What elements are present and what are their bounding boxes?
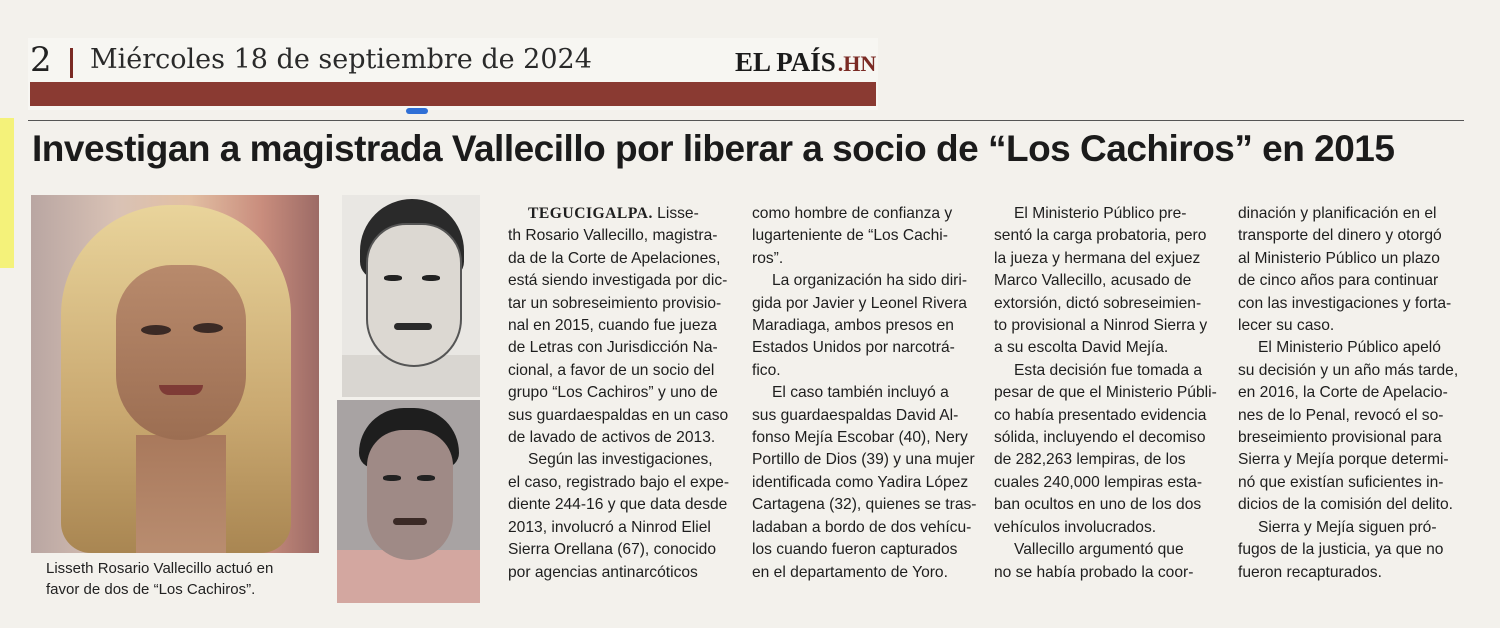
article-headline: Investigan a magistrada Vallecillo por liberar a socio de “Los Cachiros” en 2015 <box>32 128 1395 169</box>
article-line: TEGUCIGALPA. Lisse- <box>528 205 699 222</box>
mugshot-face <box>366 223 462 367</box>
article-column-3 <box>994 203 1220 584</box>
mugshot-eye <box>383 475 401 481</box>
mugshot-eye <box>422 275 440 281</box>
article-line: Cartagena (32), quienes se tras- <box>752 496 977 514</box>
portrait-photo-woman <box>31 195 319 553</box>
article-dateline: TEGUCIGALPA. <box>528 205 653 222</box>
article-line: su decisión y un año más tarde, <box>1238 361 1459 379</box>
article-line: sentó la carga probatoria, pero <box>994 227 1207 245</box>
article-line: con las investigaciones y forta- <box>1238 294 1452 312</box>
article-line: como hombre de confianza y <box>752 205 953 222</box>
masthead-logo <box>735 47 876 78</box>
article-line: vehículos involucrados. <box>994 518 1157 536</box>
article-line: to provisional a Ninrod Sierra y <box>994 317 1208 335</box>
headline-rule <box>28 120 1464 121</box>
article-line: 2013, involucró a Ninrod Eliel <box>508 518 711 536</box>
article-line: Según las investigaciones, <box>528 451 713 469</box>
article-line: Marco Vallecillo, acusado de <box>994 272 1192 290</box>
article-line: El caso también incluyó a <box>772 384 949 402</box>
mugshot-mustache <box>393 518 427 525</box>
article-line: ban ocultos en uno de los dos <box>994 496 1202 514</box>
photo-caption-line: Lisseth Rosario Vallecillo actuó en <box>46 560 274 577</box>
article-line: breseimiento provisional para <box>1238 429 1442 447</box>
article-line: da de la Corte de Apelaciones, <box>508 249 721 267</box>
article-line: Sierra Orellana (67), conocido <box>508 541 717 559</box>
article-line: Sierra y Mejía siguen pró- <box>1258 518 1437 536</box>
article-line: transporte del dinero y otorgó <box>1238 227 1442 245</box>
article-line: fugos de la justicia, ya que no <box>1238 541 1444 559</box>
article-line: co había presentado evidencia <box>994 406 1207 424</box>
article-line: fonso Mejía Escobar (40), Nery <box>752 429 968 447</box>
photo-neck <box>136 435 226 553</box>
article-column-1 <box>508 203 734 584</box>
mugshot-face <box>367 430 453 560</box>
article-line: La organización ha sido diri- <box>772 272 968 290</box>
article-line: está siendo investigada por dic- <box>508 272 728 290</box>
photo-eye-left <box>141 325 171 335</box>
article-line: cuales 240,000 lempiras esta- <box>994 473 1203 491</box>
photo-caption <box>46 558 316 600</box>
article-line: al Ministerio Público un plazo <box>1238 249 1440 267</box>
article-line: Portillo de Dios (39) y una mujer <box>752 451 975 469</box>
article-line: nes de lo Penal, revocó el so- <box>1238 406 1444 424</box>
photo-mouth <box>159 385 203 395</box>
article-line: de Letras con Jurisdicción Na- <box>508 339 718 357</box>
article-line: th Rosario Vallecillo, magistra- <box>508 227 718 245</box>
article-line: fico. <box>752 361 781 379</box>
photo-caption-line: favor de dos de “Los Cachiros”. <box>46 581 256 598</box>
article-line: Estados Unidos por narcotrá- <box>752 339 955 357</box>
article-column-2 <box>752 203 978 584</box>
article-line: pesar de que el Ministerio Públi- <box>994 384 1217 402</box>
article-line: lugarteniente de “Los Cachi- <box>752 227 948 245</box>
mugshot-photo-1 <box>342 195 480 397</box>
article-line: Vallecillo argumentó que <box>1014 541 1184 559</box>
ink-mark <box>406 108 428 114</box>
article-line: dinación y planificación en el <box>1238 205 1437 222</box>
article-line: grupo “Los Cachiros” y uno de <box>508 384 718 402</box>
article-line: en el departamento de Yoro. <box>752 563 948 581</box>
issue-date: Miércoles 18 de septiembre de 2024 <box>90 44 592 75</box>
article-line: identificada como Yadira López <box>752 473 969 491</box>
photo-eye-right <box>193 323 223 333</box>
article-column-4 <box>1238 203 1464 584</box>
article-line: ros”. <box>752 249 784 267</box>
mugshot-photo-2 <box>337 400 480 603</box>
article-line: lecer su caso. <box>1238 317 1335 335</box>
article-line: diente 244-16 y que data desde <box>508 496 728 514</box>
masthead-suffix: .HN <box>837 51 877 76</box>
article-line: Sierra y Mejía porque determi- <box>1238 451 1449 469</box>
header-color-bar <box>30 82 876 106</box>
article-line: de 282,263 lempiras, de los <box>994 451 1186 469</box>
article-line: nó que existían suficientes in- <box>1238 473 1444 491</box>
article-line: fueron recapturados. <box>1238 563 1382 581</box>
mugshot-eye <box>384 275 402 281</box>
article-line: nal en 2015, cuando fue jueza <box>508 317 717 335</box>
article-line: de cinco años para continuar <box>1238 272 1439 290</box>
article-line: en 2016, la Corte de Apelacio- <box>1238 384 1448 402</box>
article-line: Esta decisión fue tomada a <box>1014 361 1203 379</box>
article-line: extorsión, dictó sobreseimien- <box>994 294 1202 312</box>
article-line: El Ministerio Público pre- <box>1014 205 1187 222</box>
page-number: 2 <box>30 40 52 80</box>
article-line: el caso, registrado bajo el expe- <box>508 473 730 491</box>
article-line: El Ministerio Público apeló <box>1258 339 1441 357</box>
article-line: sus guardaespaldas en un caso <box>508 406 729 424</box>
article-line: sus guardaespaldas David Al- <box>752 406 959 424</box>
article-line: tar un sobreseimiento provisio- <box>508 294 722 312</box>
masthead-name: EL PAÍS <box>735 47 836 77</box>
article-line: Maradiaga, ambos presos en <box>752 317 954 335</box>
article-line: la jueza y hermana del exjuez <box>994 249 1201 267</box>
article-line: a su escolta David Mejía. <box>994 339 1169 357</box>
article-line: por agencias antinarcóticos <box>508 563 698 581</box>
mugshot-mustache <box>394 323 432 330</box>
article-line: cional, a favor de un socio del <box>508 361 715 379</box>
article-line: de lavado de activos de 2013. <box>508 429 716 447</box>
mugshot-eye <box>417 475 435 481</box>
article-line: no se había probado la coor- <box>994 563 1194 581</box>
highlighter-mark <box>0 118 14 268</box>
article-line: sólida, incluyendo el decomiso <box>994 429 1206 447</box>
header-separator <box>70 48 73 78</box>
article-line: los cuando fueron capturados <box>752 541 958 559</box>
article-line: dicios de la comisión del delito. <box>1238 496 1453 514</box>
photo-face <box>116 265 246 440</box>
article-line: gida por Javier y Leonel Rivera <box>752 294 967 312</box>
article-line: ladaban a bordo de dos vehícu- <box>752 518 972 536</box>
